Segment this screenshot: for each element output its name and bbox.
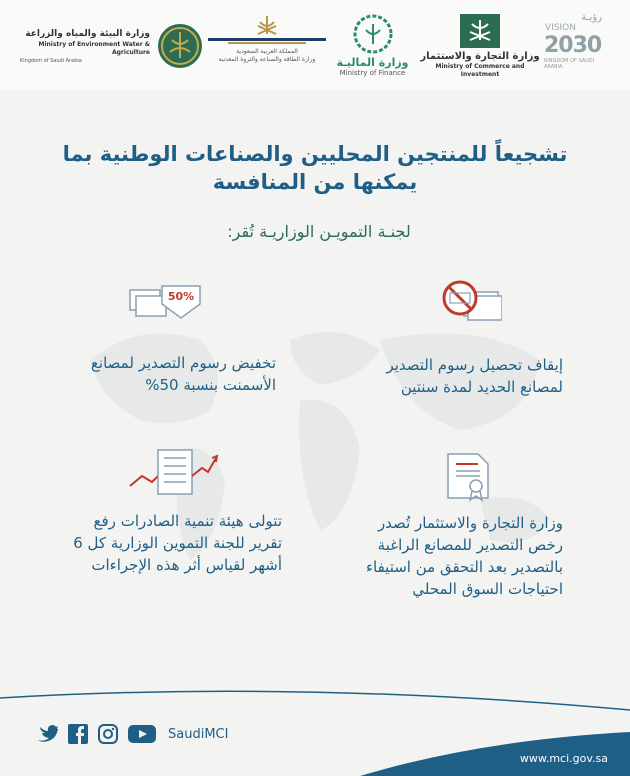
vision-arabic: رؤيـة [581,12,602,23]
measure-export-report: تتولى هيئة تنمية الصادرات رفع تقرير للجنة التموين الوزارية كل 6 أشهر لقياس أثر هذه الإجراءات [73,512,282,574]
environment-emblem-icon [156,22,204,70]
header-bar [0,0,630,90]
measure-cement-export-fees: تخفيض رسوم التصدير لمصانع الأسمنت بنسبة 50% [90,354,276,394]
vision-2030-logo [540,12,610,70]
energy-arabic: المملكة العربية السعودية [236,48,298,55]
website-link[interactable]: www.mci.gov.sa [519,752,608,765]
ministry-energy-logo [208,12,326,64]
social-handle[interactable]: SaudiMCI [168,727,229,742]
headline [60,140,570,196]
commerce-arabic: وزارة التجارة والاستثمار [420,51,540,62]
discount-badge-text: 50% [167,290,195,303]
headline-line-2: يمكنها من المنافسة [212,170,418,194]
certificate-icon [444,452,492,502]
finance-english: Ministry of Finance [339,69,406,77]
ministry-commerce-logo [420,12,540,79]
ministry-environment-logo [20,22,210,70]
finance-emblem-icon [351,12,395,56]
commerce-english: Ministry of Commerce and Investment [435,63,525,78]
vision-year: 2030 [544,33,602,58]
environment-arabic: وزارة البيئة والمياه والزراعة [25,28,150,39]
environment-english: Ministry of Environment Water & Agriculture [38,40,150,56]
no-money-icon [438,278,502,324]
environment-kingdom: Kingdom of Saudi Arabia [20,57,82,64]
headline-line-1: تشجيعاً للمنتجين المحليين والصناعات الوطنية بما [62,142,568,166]
youtube-icon[interactable] [128,724,156,746]
facebook-icon[interactable] [68,724,88,746]
measure-export-licenses: وزارة التجارة والاستثمار تُصدر رخص التصدير للمصانع الراغبة بالتصدير بعد التحقق من استيفاء احتياجات السوق المحلي [365,514,563,598]
instagram-icon[interactable] [98,724,118,746]
ministry-finance-logo [330,12,415,77]
vision-label: VISION [545,23,576,33]
subheading: لجنـة التمويـن الوزاريـة تُقر: [227,222,411,241]
commerce-emblem-icon [458,12,502,50]
finance-arabic: وزارة الماليـة [336,56,409,69]
discount-50-icon [128,282,206,322]
report-growth-icon [128,446,220,498]
vision-kingdom: KINGDOM OF SAUDI ARABIA [544,58,595,70]
energy-emblem-icon [208,12,326,48]
measure-steel-export-fees: إيقاف تحصيل رسوم التصدير لمصانع الحديد لمدة سنتين [386,356,563,396]
energy-arabic-2: وزارة الطاقة والصناعة والثروة المعدنية [218,56,316,63]
twitter-icon[interactable] [36,724,58,746]
